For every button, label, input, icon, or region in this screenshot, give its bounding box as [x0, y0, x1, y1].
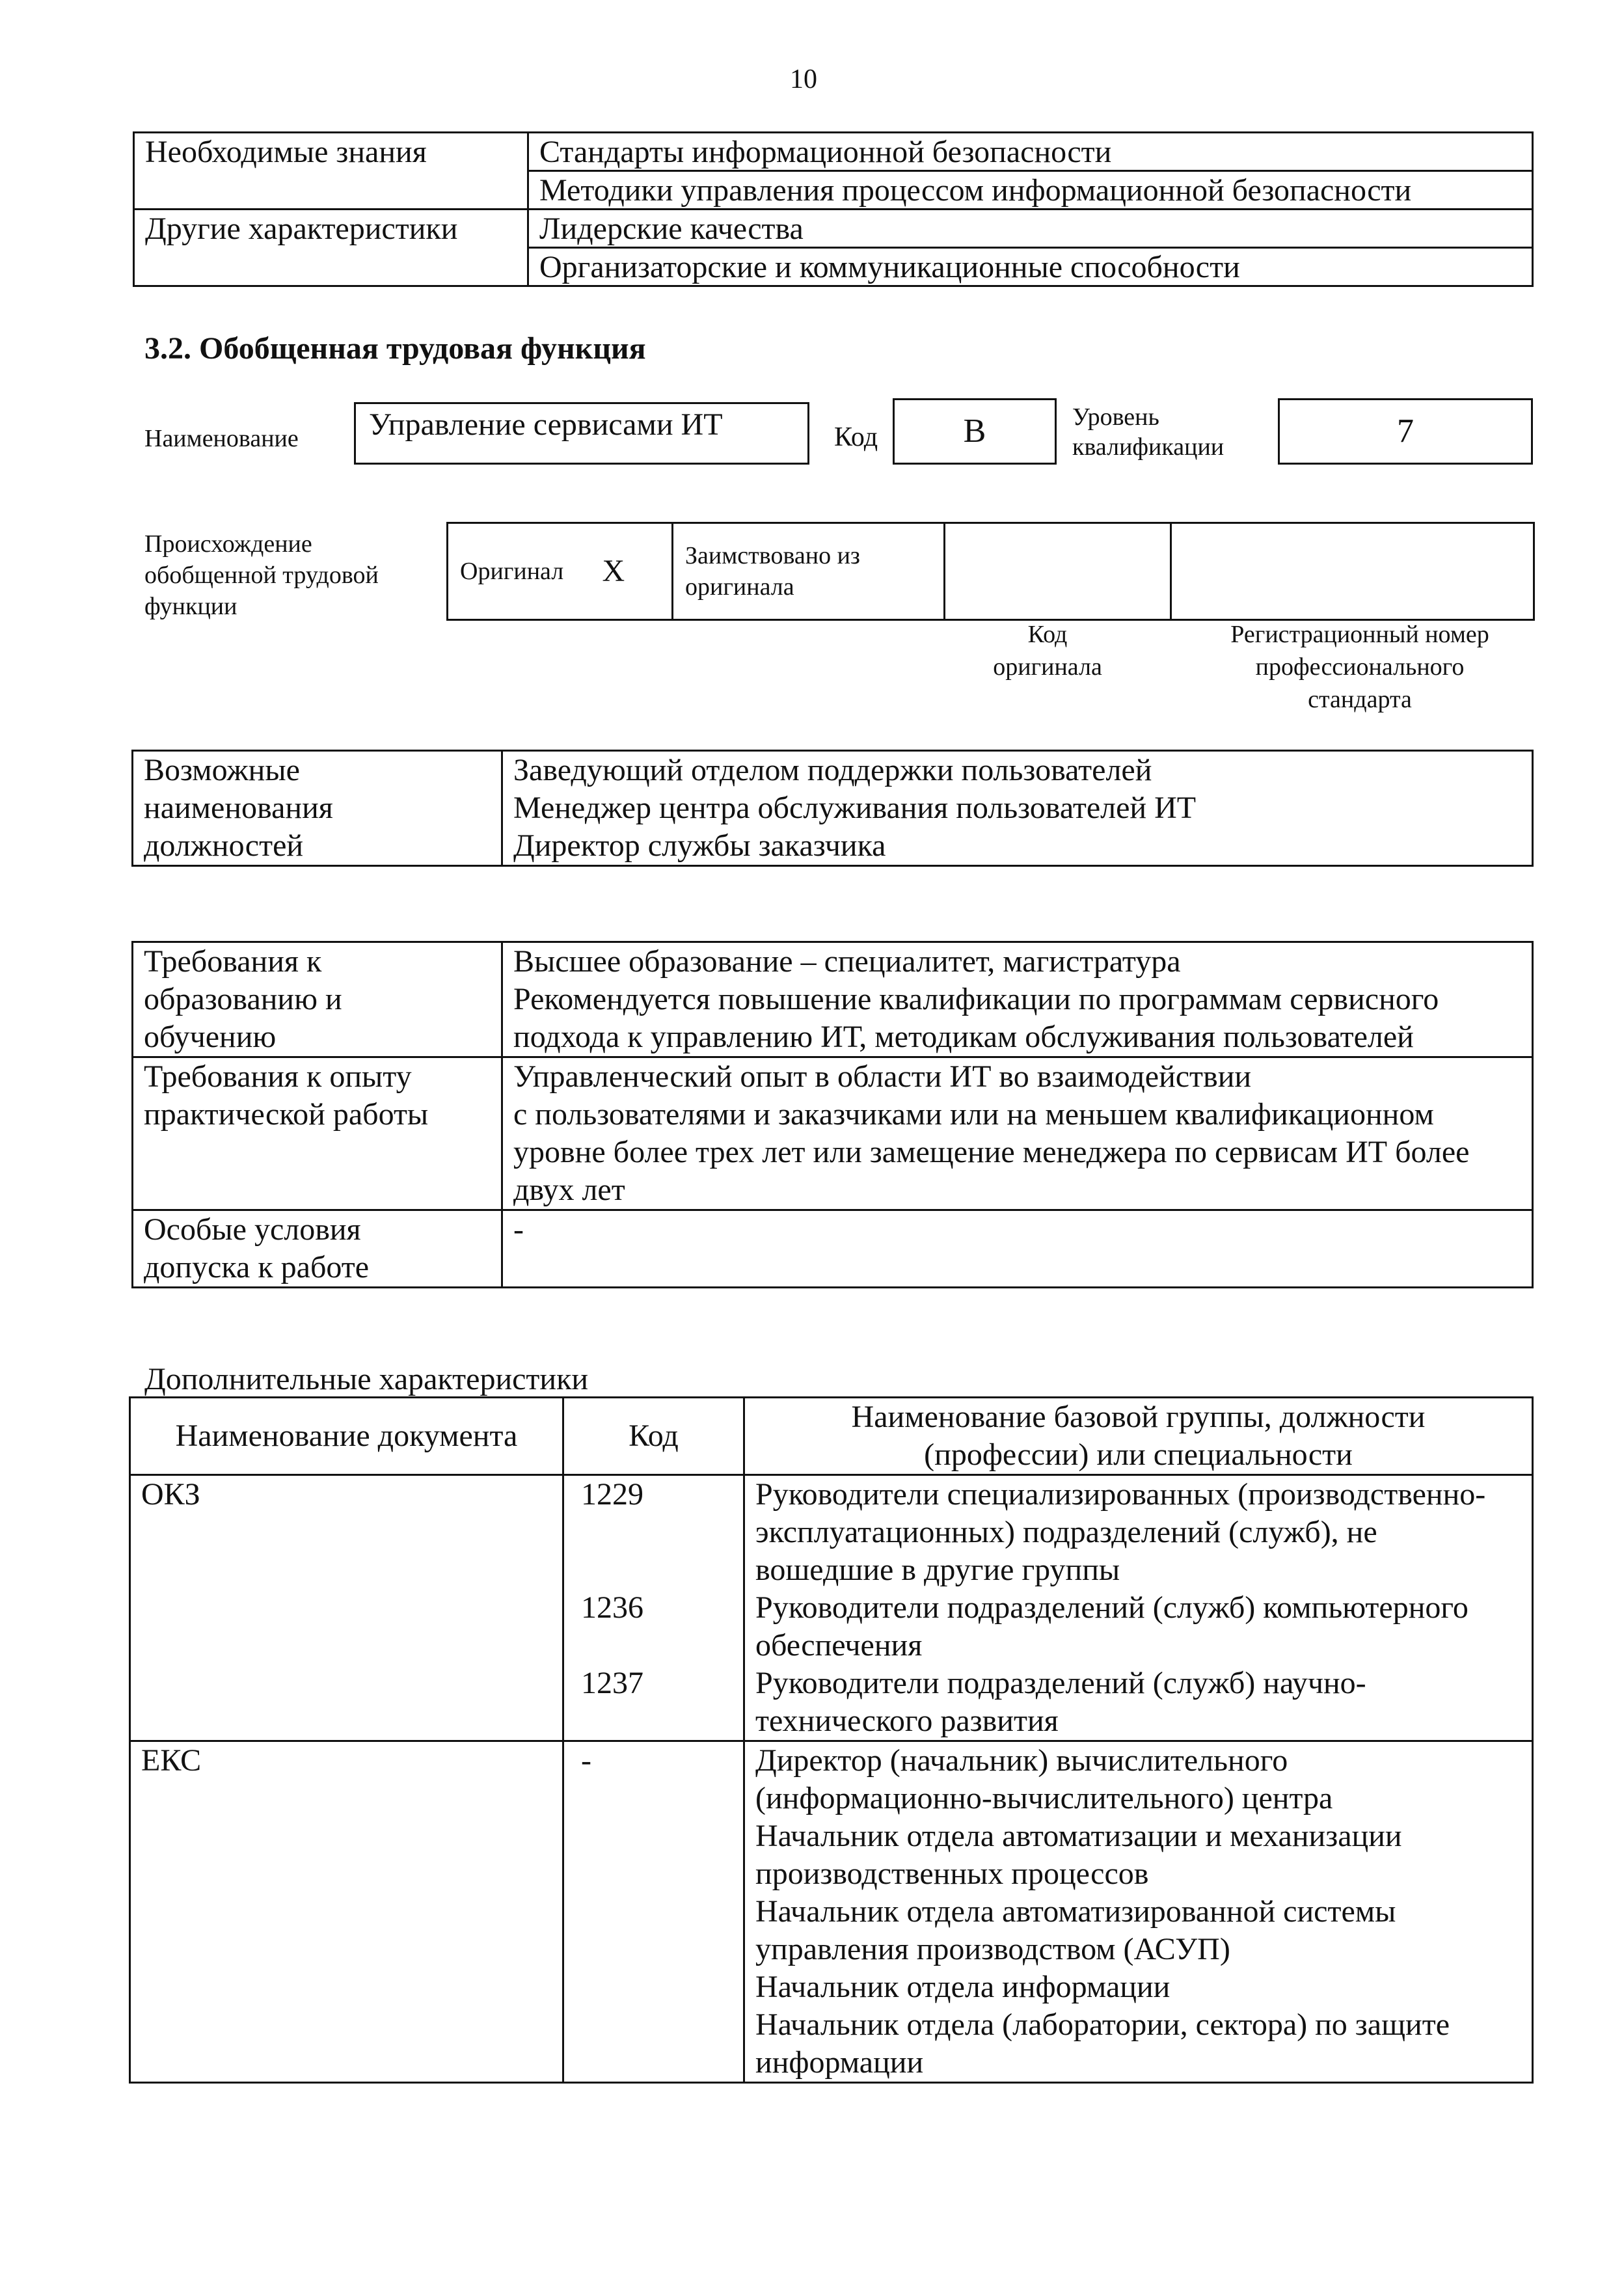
table-row [133, 751, 1533, 866]
table-row [448, 523, 1534, 620]
qualification-level-label [1072, 402, 1224, 462]
origin-label [144, 528, 379, 622]
label-line: Возможные [144, 753, 300, 787]
other-characteristics-label: Другие характеристики [134, 210, 528, 286]
label-line: практической работы [144, 1097, 429, 1132]
value-line: двух лет [513, 1173, 625, 1207]
okz-name-line: обеспечения [755, 1628, 923, 1663]
caption-line: Регистрационный номер [1230, 621, 1489, 648]
knowledge-value: Стандарты информационной безопасности [528, 133, 1533, 171]
borrowed-label [673, 523, 945, 620]
value-line: уровне более трех лет или замещение менеджера по сервисам ИТ более [513, 1135, 1470, 1169]
header-line: (профессии) или специальности [924, 1437, 1353, 1472]
knowledge-label: Необходимые знания [134, 133, 528, 210]
okz-codes [563, 1475, 744, 1741]
okz-name-line: эксплуатационных) подразделений (служб), не [755, 1515, 1377, 1549]
eks-name-line: Начальник отдела автоматизации и механизации [755, 1819, 1402, 1853]
table-row [130, 1741, 1533, 2083]
knowledge-table [133, 131, 1534, 287]
special-conditions-value [502, 1210, 1533, 1288]
experience-requirements-value [502, 1057, 1533, 1210]
value-line: - [513, 1212, 524, 1247]
eks-name-line: Начальник отдела информации [755, 1970, 1171, 2004]
table-header-row [130, 1398, 1533, 1475]
eks-name-line: управления производством (АСУП) [755, 1932, 1230, 1966]
header-line: Наименование базовой группы, должности [851, 1400, 1426, 1434]
original-code-caption [950, 618, 1145, 683]
eks-name-line: Начальник отдела автоматизированной системы [755, 1894, 1396, 1929]
characteristic-value: Лидерские качества [528, 210, 1533, 248]
value-line: Управленческий опыт в области ИТ во взаимодействии [513, 1059, 1252, 1094]
positions-table [131, 750, 1534, 867]
name-value-box: Управление сервисами ИТ [354, 402, 809, 465]
table-row [133, 942, 1533, 1057]
qualification-level-box: 7 [1278, 398, 1533, 465]
document-okz: ОКЗ [130, 1475, 563, 1741]
original-label: Оригинал [448, 523, 591, 620]
section-heading: 3.2. Обобщенная трудовая функция [144, 331, 646, 366]
table-row [134, 210, 1533, 248]
okz-name-line: Руководители подразделений (служб) научно- [755, 1666, 1366, 1700]
original-code-cell [945, 523, 1171, 620]
requirements-table [131, 941, 1534, 1288]
eks-name-line: Директор (начальник) вычислительного [755, 1743, 1288, 1778]
code-value-box: B [893, 398, 1057, 465]
label-line: образованию и [144, 982, 342, 1016]
registration-number-caption [1191, 618, 1529, 716]
origin-table [446, 522, 1535, 621]
label-line: должностей [144, 828, 304, 863]
characteristic-value: Организаторские и коммуникационные способности [528, 248, 1533, 286]
label-line: Требования к [144, 944, 322, 979]
column-header-document: Наименование документа [130, 1398, 563, 1475]
education-requirements-value [502, 942, 1533, 1057]
label-line: допуска к работе [144, 1250, 370, 1284]
caption-line: оригинала [993, 653, 1102, 681]
value-line: Высшее образование – специалитет, магистратура [513, 944, 1181, 979]
value-line: с пользователями и заказчиками или на меньшем квалификационном [513, 1097, 1434, 1132]
eks-names [744, 1741, 1533, 2083]
origin-label-line: Происхождение [144, 530, 312, 558]
original-mark: X [591, 523, 673, 620]
education-requirements-label [133, 942, 502, 1057]
eks-code: - [563, 1741, 744, 2083]
okz-name-line: Руководители подразделений (служб) компьютерного [755, 1590, 1468, 1625]
borrowed-label-line: Заимствовано из [685, 542, 860, 569]
position-item: Заведующий отделом поддержки пользователей [513, 753, 1152, 787]
column-header-name [744, 1398, 1533, 1475]
okz-names [744, 1475, 1533, 1741]
caption-line: профессионального [1255, 653, 1465, 681]
value-line: Рекомендуется повышение квалификации по программам сервисного [513, 982, 1439, 1016]
additional-characteristics-title: Дополнительные характеристики [144, 1362, 589, 1396]
positions-values [502, 751, 1533, 866]
value-line: подхода к управлению ИТ, методикам обслуживания пользователей [513, 1020, 1414, 1054]
caption-line: Код [1027, 621, 1068, 648]
label-line: Особые условия [144, 1212, 361, 1247]
eks-name-line: информации [755, 2045, 924, 2080]
level-label-line: Уровень [1072, 403, 1159, 431]
okz-name-line: вошедшие в другие группы [755, 1553, 1120, 1587]
additional-characteristics-table [129, 1396, 1534, 2084]
caption-line: стандарта [1308, 686, 1412, 713]
name-label: Наименование [144, 425, 299, 452]
positions-label [133, 751, 502, 866]
label-line: Требования к опыту [144, 1059, 412, 1094]
origin-label-line: функции [144, 593, 237, 620]
okz-name-line: технического развития [755, 1704, 1059, 1738]
okz-code: 1237 [581, 1666, 643, 1700]
table-row [133, 1210, 1533, 1288]
eks-name-line: (информационно-вычислительного) центра [755, 1781, 1333, 1815]
eks-name-line: производственных процессов [755, 1856, 1149, 1891]
page-number: 10 [790, 64, 817, 94]
position-item: Директор службы заказчика [513, 828, 886, 863]
borrowed-label-line: оригинала [685, 573, 794, 601]
registration-number-cell [1171, 523, 1534, 620]
code-label: Код [834, 422, 878, 452]
level-label-line: квалификации [1072, 433, 1225, 461]
okz-code: 1229 [581, 1477, 643, 1512]
label-line: наименования [144, 791, 333, 825]
knowledge-value: Методики управления процессом информационной безопасности [528, 171, 1533, 210]
table-row [133, 1057, 1533, 1210]
experience-requirements-label [133, 1057, 502, 1210]
table-row [130, 1475, 1533, 1741]
okz-code: 1236 [581, 1590, 643, 1625]
column-header-code: Код [563, 1398, 744, 1475]
position-item: Менеджер центра обслуживания пользователей ИТ [513, 791, 1197, 825]
origin-label-line: обобщенной трудовой [144, 562, 379, 589]
label-line: обучению [144, 1020, 277, 1054]
table-row [134, 133, 1533, 171]
special-conditions-label [133, 1210, 502, 1288]
document-eks: ЕКС [130, 1741, 563, 2083]
eks-name-line: Начальник отдела (лаборатории, сектора) по защите [755, 2007, 1450, 2042]
okz-name-line: Руководители специализированных (производственно- [755, 1477, 1486, 1512]
